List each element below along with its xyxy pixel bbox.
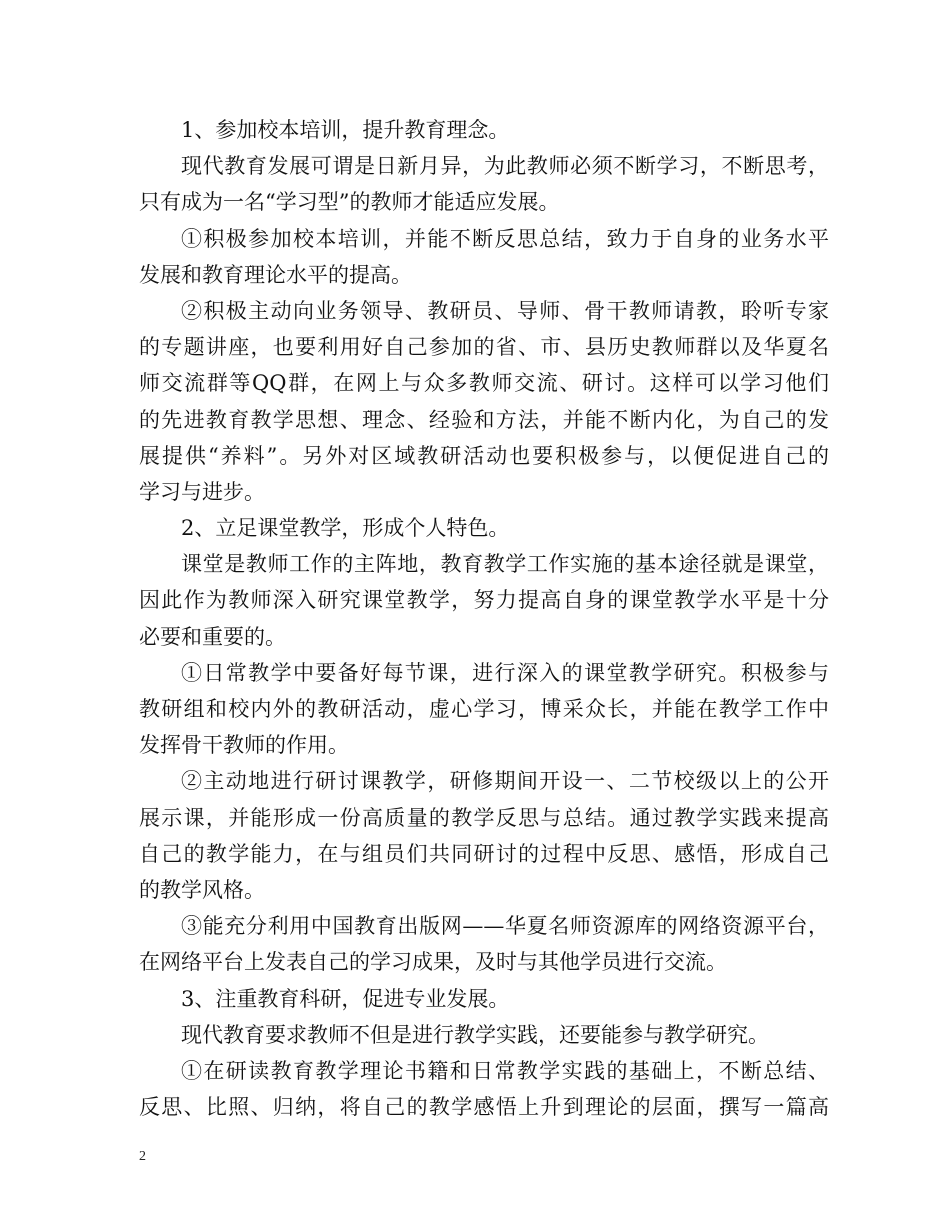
text-line: 在网络平台上发表自己的学习成果，及时与其他学员进行交流。 [139, 950, 727, 975]
text-line: 3、注重教育科研，促进专业发展。 [181, 986, 510, 1011]
text-line: 必要和重要的。 [139, 624, 286, 649]
text-line: 的教学风格。 [139, 877, 265, 902]
text-line: 展提供“养料”。另外对区域教研活动也要积极参与，以便促进自己的 [139, 443, 829, 468]
text-line: 发挥骨干教师的作用。 [139, 733, 349, 758]
text-line: 教研组和校内外的教研活动，虚心学习，博采众长，并能在教学工作中 [139, 697, 829, 721]
text-line: 现代教育要求教师不但是进行教学实践，还要能参与教学研究。 [181, 1022, 769, 1047]
text-line: 现代教育发展可谓是日新月异，为此教师必须不断学习，不断思考， [181, 154, 829, 179]
text-line: 学习与进步。 [139, 479, 265, 504]
text-line: 2、立足课堂教学，形成个人特色。 [181, 516, 510, 541]
text-line: 展示课，并能形成一份高质量的教学反思与总结。通过教学实践来提高 [139, 805, 829, 830]
text-line: ①积极参加校本培训，并能不断反思总结，致力于自身的业务水平 [181, 226, 829, 251]
text-line: 师交流群等QQ群，在网上与众多教师交流、研讨。这样可以学习他们 [139, 371, 829, 396]
text-line: 反思、比照、归纳，将自己的教学感悟上升到理论的层面，撰写一篇高 [139, 1095, 829, 1120]
text-line: ①日常教学中要备好每节课，进行深入的课堂教学研究。积极参与 [181, 660, 829, 685]
page-number: 2 [139, 1149, 146, 1164]
text-line: ①在研读教育教学理论书籍和日常教学实践的基础上，不断总结、 [181, 1058, 829, 1083]
text-line: ②主动地进行研讨课教学，研修期间开设一、二节校级以上的公开 [181, 769, 829, 794]
text-line: 的专题讲座，也要利用好自己参加的省、市、县历史教师群以及华夏名 [139, 335, 829, 360]
text-line: 的先进教育教学思想、理念、经验和方法，并能不断内化，为自己的发 [139, 407, 829, 432]
text-line: ②积极主动向业务领导、教研员、导师、骨干教师请教，聆听专家 [181, 298, 829, 323]
text-line: 因此作为教师深入研究课堂教学，努力提高自身的课堂教学水平是十分 [139, 588, 829, 613]
text-line: 1、参加校本培训，提升教育理念。 [181, 118, 510, 142]
text-line: 只有成为一名“学习型”的教师才能适应发展。 [139, 190, 560, 215]
text-line: 自己的教学能力，在与组员们共同研讨的过程中反思、感悟，形成自己 [139, 841, 829, 866]
text-line: 课堂是教师工作的主阵地，教育教学工作实施的基本途径就是课堂， [181, 552, 829, 577]
document-body [139, 112, 829, 1125]
text-line: ③能充分利用中国教育出版网——华夏名师资源库的网络资源平台， [181, 914, 829, 939]
text-line: 发展和教育理论水平的提高。 [139, 262, 412, 287]
